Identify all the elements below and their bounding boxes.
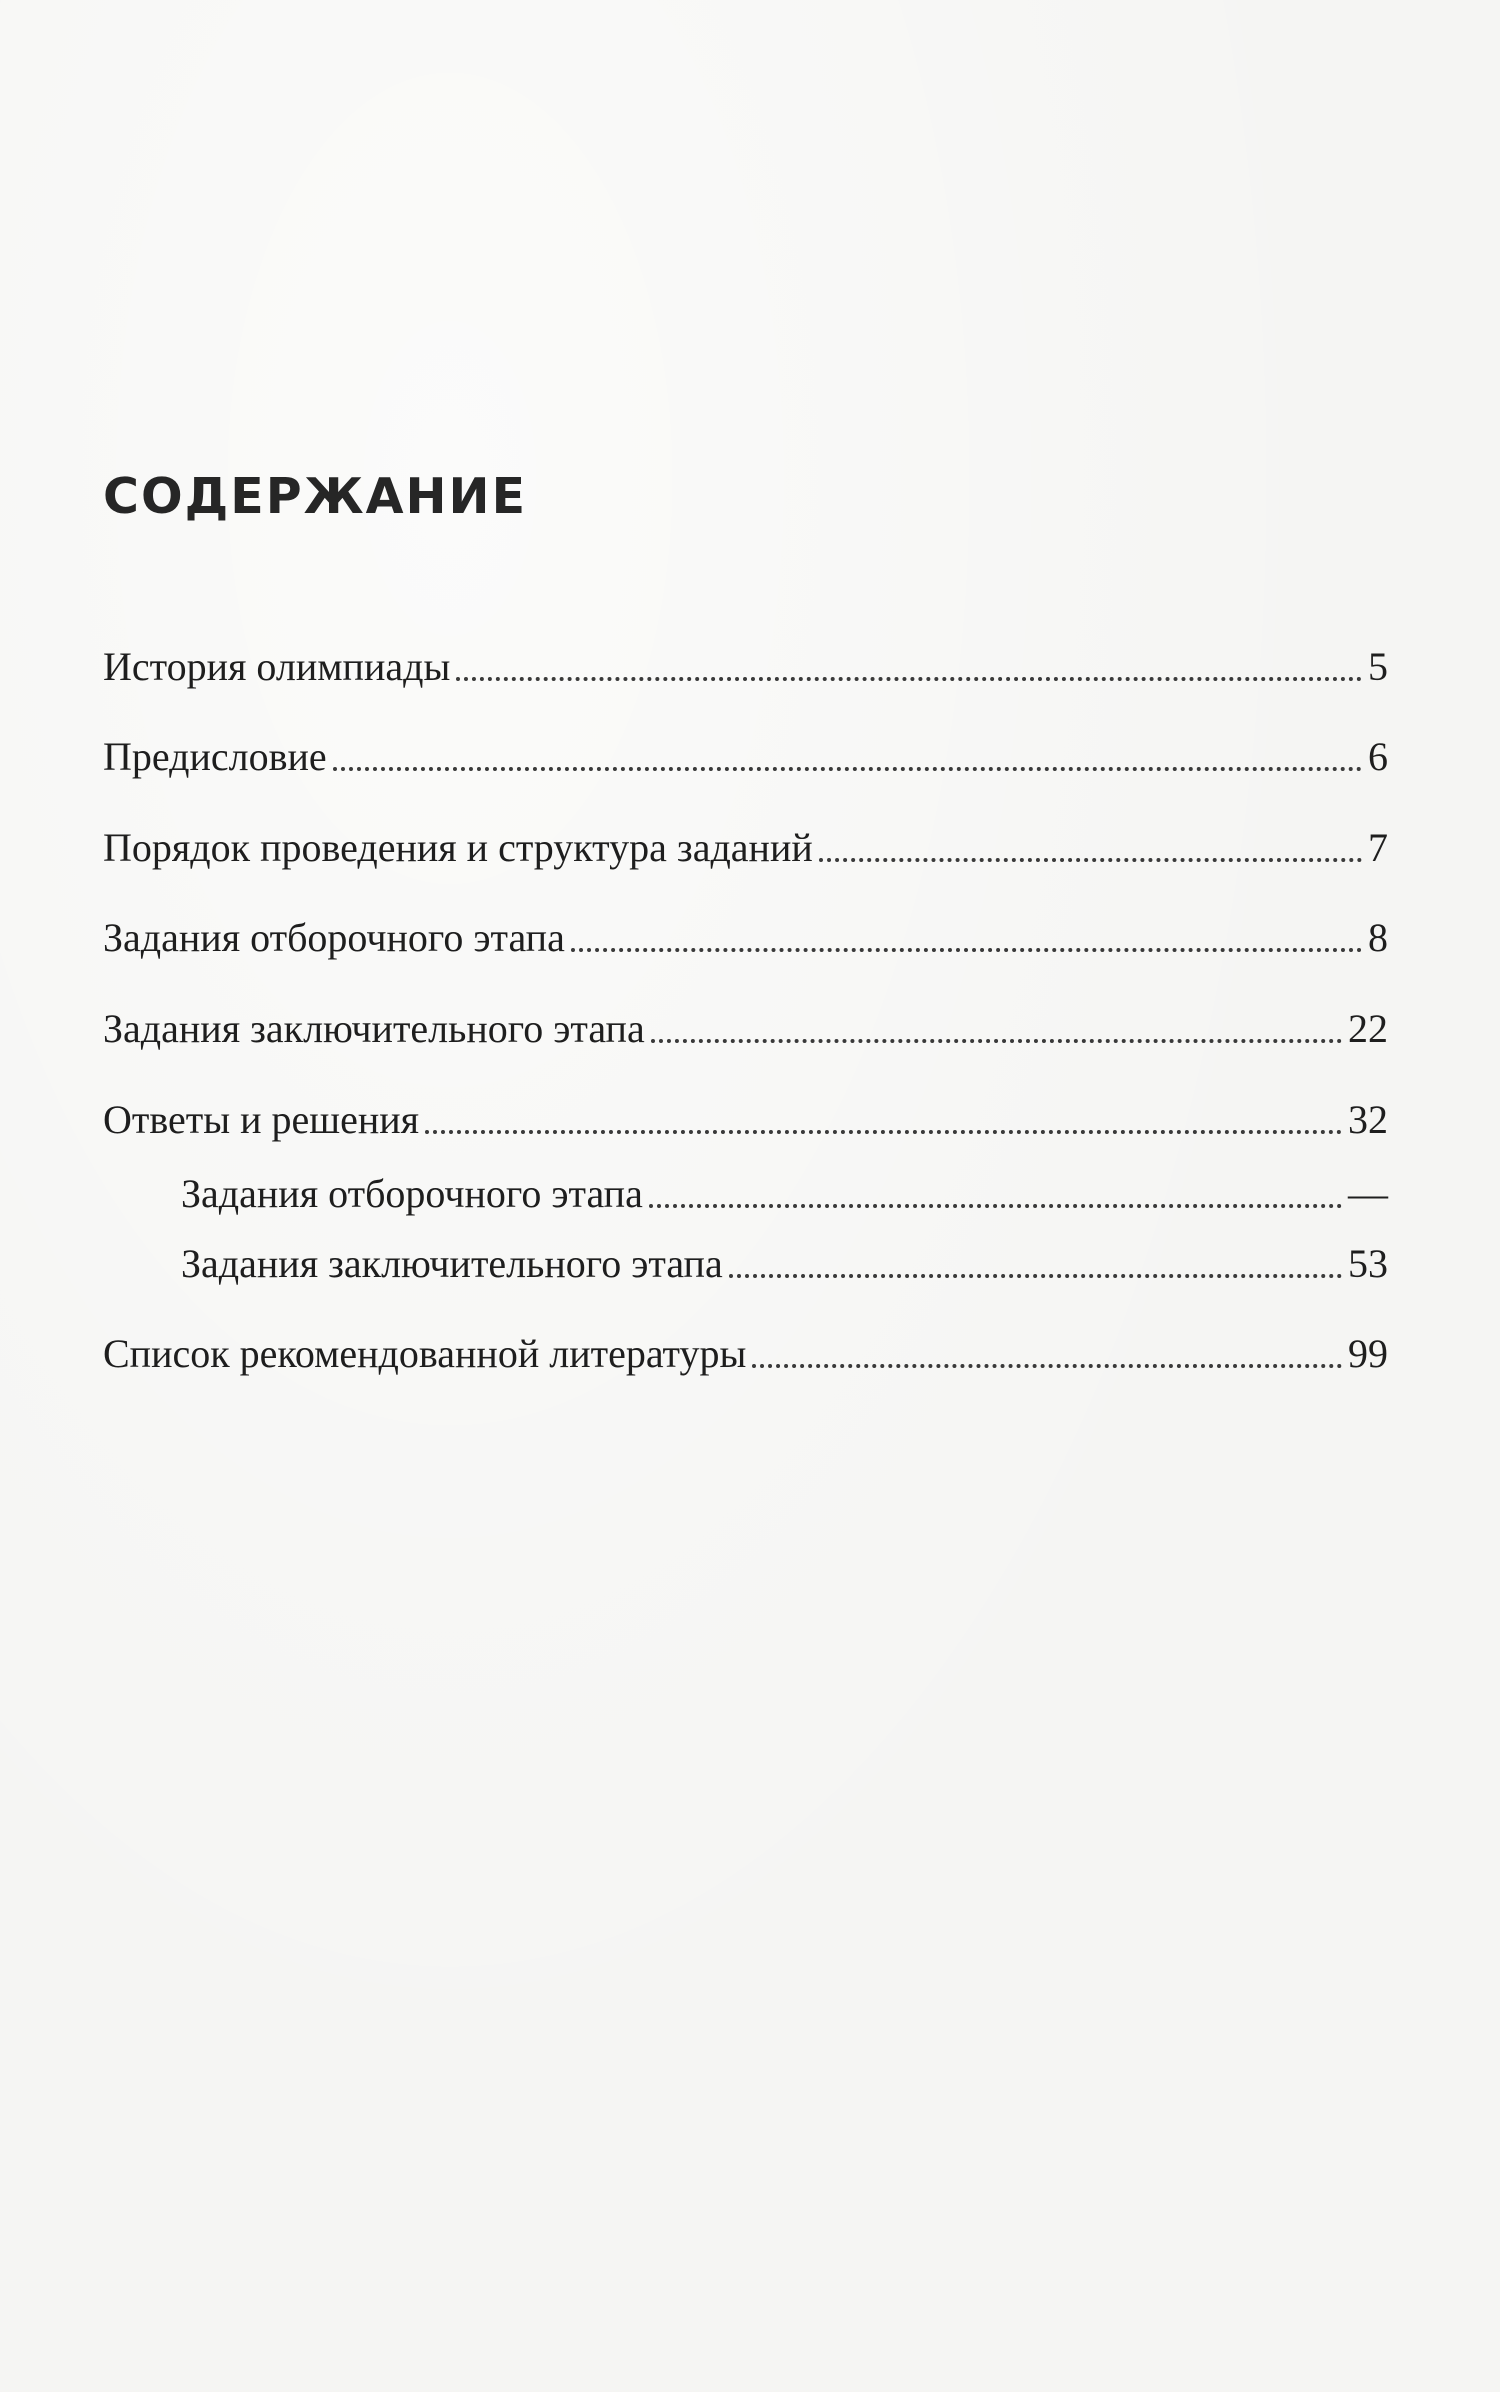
toc-entry-procedure — [103, 813, 1388, 873]
dot-leader — [752, 1364, 1342, 1368]
toc-entry-label: Задания заключительного этапа — [181, 1241, 723, 1286]
toc-entry-page: 32 — [1348, 1097, 1388, 1142]
toc-entry-preface — [103, 722, 1388, 782]
toc-entry-page: 22 — [1348, 1006, 1388, 1051]
dot-leader — [333, 767, 1362, 771]
toc-entry-page: 53 — [1348, 1241, 1388, 1286]
toc-entry-label: Задания отборочного этапа — [181, 1171, 643, 1216]
toc-entry-label: Порядок проведения и структура заданий — [103, 825, 813, 870]
toc-entry-final-tasks — [103, 994, 1388, 1054]
dot-leader — [651, 1039, 1342, 1043]
dot-leader — [571, 948, 1362, 952]
page-title: СОДЕРЖАНИЕ — [103, 468, 528, 525]
toc-entry-label: Задания отборочного этапа — [103, 915, 565, 960]
toc-entry-history — [103, 632, 1388, 692]
dot-leader — [425, 1130, 1342, 1134]
toc-entry-label: Ответы и решения — [103, 1097, 420, 1142]
toc-entry-label: Задания заключительного этапа — [103, 1006, 645, 1051]
toc-subentry-qualifying-tasks — [181, 1159, 1388, 1219]
toc-entry-answers — [103, 1085, 1388, 1145]
toc-entry-bibliography — [103, 1319, 1388, 1379]
toc-subentry-final-tasks — [181, 1229, 1388, 1289]
dot-leader — [456, 677, 1362, 681]
toc-entry-label: Предисловие — [103, 734, 327, 779]
toc-entry-page: 5 — [1368, 644, 1388, 689]
toc-entry-page: 8 — [1368, 915, 1388, 960]
toc-entry-page: 6 — [1368, 734, 1388, 779]
toc-entry-qualifying-tasks — [103, 903, 1388, 963]
dot-leader — [729, 1274, 1342, 1278]
dot-leader — [819, 858, 1362, 862]
toc-entry-page: 7 — [1368, 825, 1388, 870]
dot-leader — [649, 1204, 1342, 1208]
toc-entry-page: — — [1348, 1171, 1388, 1216]
toc-entry-page: 99 — [1348, 1331, 1388, 1376]
toc-entry-label: Список рекомендованной литературы — [103, 1331, 747, 1376]
toc-entry-label: История олимпиады — [103, 644, 451, 689]
